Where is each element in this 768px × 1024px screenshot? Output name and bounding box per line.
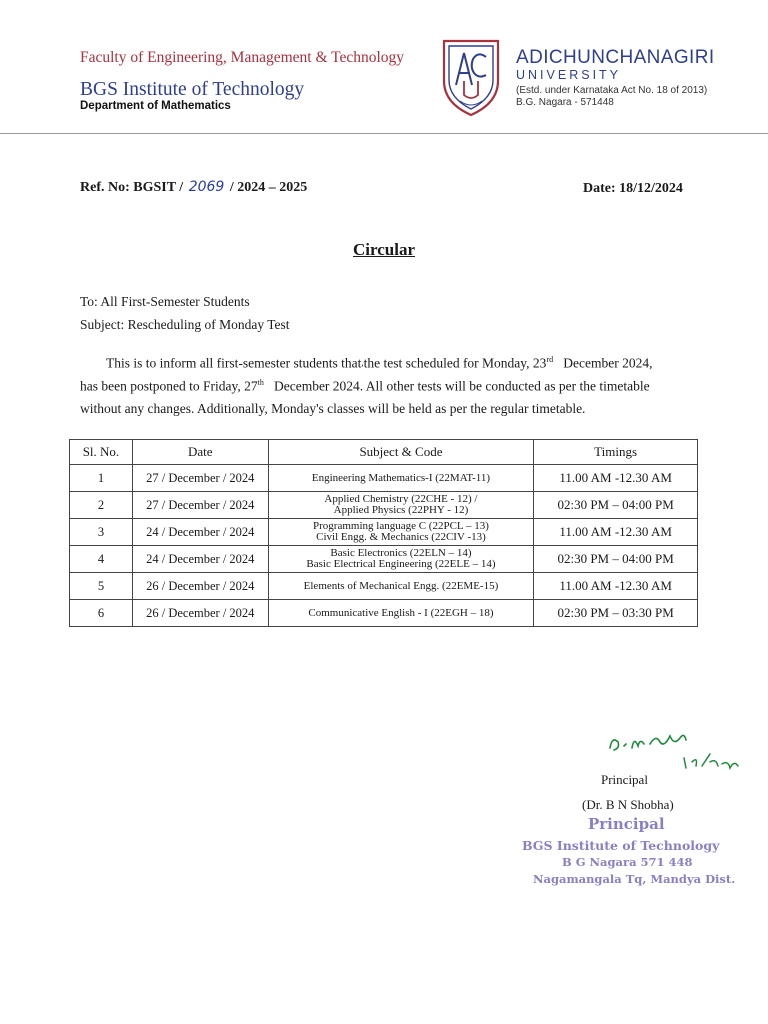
document-title: Circular — [352, 240, 415, 259]
header-subject: Subject & Code — [268, 440, 534, 465]
sl-no: 5 — [70, 573, 133, 600]
header-sl-no: Sl. No. — [70, 440, 133, 465]
table-row — [70, 573, 698, 600]
ref-prefix: Ref. No: BGSIT / — [80, 180, 184, 195]
timing: 02:30 PM – 04:00 PM — [534, 492, 698, 519]
university-address: B.G. Nagara - 571448 — [516, 97, 614, 108]
recipients: To: All First-Semester Students — [80, 294, 250, 309]
institute-name: BGS Institute of Technology — [80, 79, 305, 100]
university-crest-icon — [440, 37, 502, 119]
timing: 11.00 AM -12.30 AM — [534, 573, 698, 600]
faculty-name: Faculty of Engineering, Management & Technology — [80, 49, 405, 66]
table-row — [70, 465, 698, 492]
timing: 11.00 AM -12.30 AM — [534, 465, 698, 492]
header-divider — [0, 133, 768, 134]
subject-line: Subject: Rescheduling of Monday Test — [80, 317, 290, 332]
university-estd: (Estd. under Karnataka Act No. 18 of 2013) — [516, 85, 708, 96]
table-header-row — [70, 440, 698, 465]
stamp-address: B G Nagara 571 448 — [562, 855, 693, 869]
test-date: 26 / December / 2024 — [132, 600, 268, 627]
sl-no: 1 — [70, 465, 133, 492]
circular-date: Date: 18/12/2024 — [583, 181, 683, 196]
body-paragraph-line-1: This is to inform all first-semester students that,the test scheduled for Monday, 23rd December 2024, — [106, 355, 653, 371]
stamp-title: Principal — [588, 815, 665, 833]
ref-handwritten-number: 2069 — [188, 179, 225, 195]
table-row — [70, 546, 698, 573]
subject-code: Elements of Mechanical Engg. (22EME-15) — [268, 573, 534, 600]
stamp-institute: BGS Institute of Technology — [522, 838, 720, 853]
test-date: 24 / December / 2024 — [132, 519, 268, 546]
subject-code: Programming language C (22PCL – 13) Civil Engg. & Mechanics (22CIV -13) — [268, 519, 534, 546]
university-name: ADICHUNCHANAGIRI — [516, 47, 715, 68]
university-subtitle: UNIVERSITY — [516, 68, 622, 82]
table-row — [70, 600, 698, 627]
timing: 02:30 PM – 04:00 PM — [534, 546, 698, 573]
stamp-location: Nagamangala Tq, Mandya Dist. — [533, 872, 736, 886]
body-paragraph-line-3: without any changes. Additionally, Monday's classes will be held as per the regular timetable. — [80, 401, 586, 416]
timing: 02:30 PM – 03:30 PM — [534, 600, 698, 627]
test-date: 27 / December / 2024 — [132, 465, 268, 492]
sl-no: 3 — [70, 519, 133, 546]
sl-no: 4 — [70, 546, 133, 573]
signatory-role: Principal — [601, 772, 648, 787]
test-date: 26 / December / 2024 — [132, 573, 268, 600]
body-paragraph-line-2: has been postponed to Friday, 27th December 2024. All other tests will be conducted as per the timetable — [80, 378, 650, 394]
table-row — [70, 519, 698, 546]
reference-number — [80, 179, 307, 196]
signatory-name: (Dr. B N Shobha) — [582, 797, 674, 812]
timing: 11.00 AM -12.30 AM — [534, 519, 698, 546]
ref-suffix: / 2024 – 2025 — [229, 180, 308, 195]
subject-code: Applied Chemistry (22CHE - 12) / Applied Physics (22PHY - 12) — [268, 492, 534, 519]
sl-no: 2 — [70, 492, 133, 519]
test-date: 24 / December / 2024 — [132, 546, 268, 573]
subject-code: Communicative English - I (22EGH – 18) — [268, 600, 534, 627]
handwritten-signature-icon — [604, 718, 768, 778]
header-timings: Timings — [534, 440, 698, 465]
sl-no: 6 — [70, 600, 133, 627]
subject-code: Basic Electronics (22ELN – 14) Basic Electrical Engineering (22ELE – 14) — [268, 546, 534, 573]
table-row — [70, 492, 698, 519]
subject-code: Engineering Mathematics-I (22MAT-11) — [268, 465, 534, 492]
test-date: 27 / December / 2024 — [132, 492, 268, 519]
department-name: Department of Mathematics — [80, 100, 231, 112]
test-schedule-table — [69, 439, 698, 627]
header-date: Date — [132, 440, 268, 465]
